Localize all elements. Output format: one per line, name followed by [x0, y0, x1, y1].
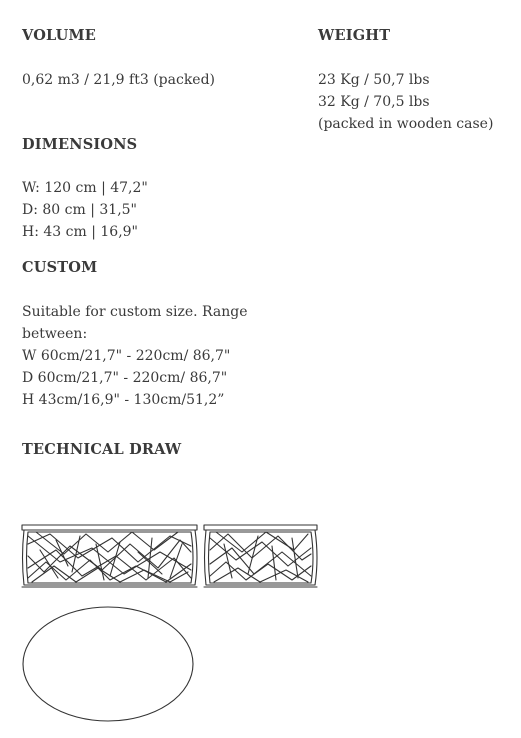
weight-line-1: 23 Kg / 50,7 lbs: [318, 72, 430, 88]
volume-heading: VOLUME: [22, 27, 96, 44]
custom-line-2: between:: [22, 326, 88, 342]
front-top-slab: [22, 525, 197, 530]
dimensions-depth: D: 80 cm | 31,5": [22, 202, 138, 218]
weight-heading: WEIGHT: [318, 27, 391, 44]
technical-draw-heading: TECHNICAL DRAW: [22, 441, 182, 458]
custom-line-3: W 60cm/21,7" - 220cm/ 86,7": [22, 348, 231, 364]
dimensions-heading: DIMENSIONS: [22, 136, 138, 153]
side-elevation-drawing: [202, 522, 320, 590]
side-top-slab: [204, 525, 317, 530]
weight-line-3: (packed in wooden case): [318, 116, 494, 132]
custom-line-5: H 43cm/16,9" - 130cm/51,2”: [22, 392, 225, 408]
front-elevation-drawing: [20, 522, 200, 590]
volume-value: 0,62 m3 / 21,9 ft3 (packed): [22, 72, 216, 88]
top-view-drawing: [20, 604, 198, 726]
custom-line-1: Suitable for custom size. Range: [22, 304, 248, 320]
custom-line-4: D 60cm/21,7" - 220cm/ 86,7": [22, 370, 228, 386]
front-lattice: [28, 532, 191, 582]
side-lattice: [210, 532, 311, 582]
dimensions-height: H: 43 cm | 16,9": [22, 224, 138, 240]
top-view-ellipse: [23, 607, 193, 721]
custom-heading: CUSTOM: [22, 259, 98, 276]
weight-line-2: 32 Kg / 70,5 lbs: [318, 94, 430, 110]
dimensions-width: W: 120 cm | 47,2": [22, 180, 148, 196]
